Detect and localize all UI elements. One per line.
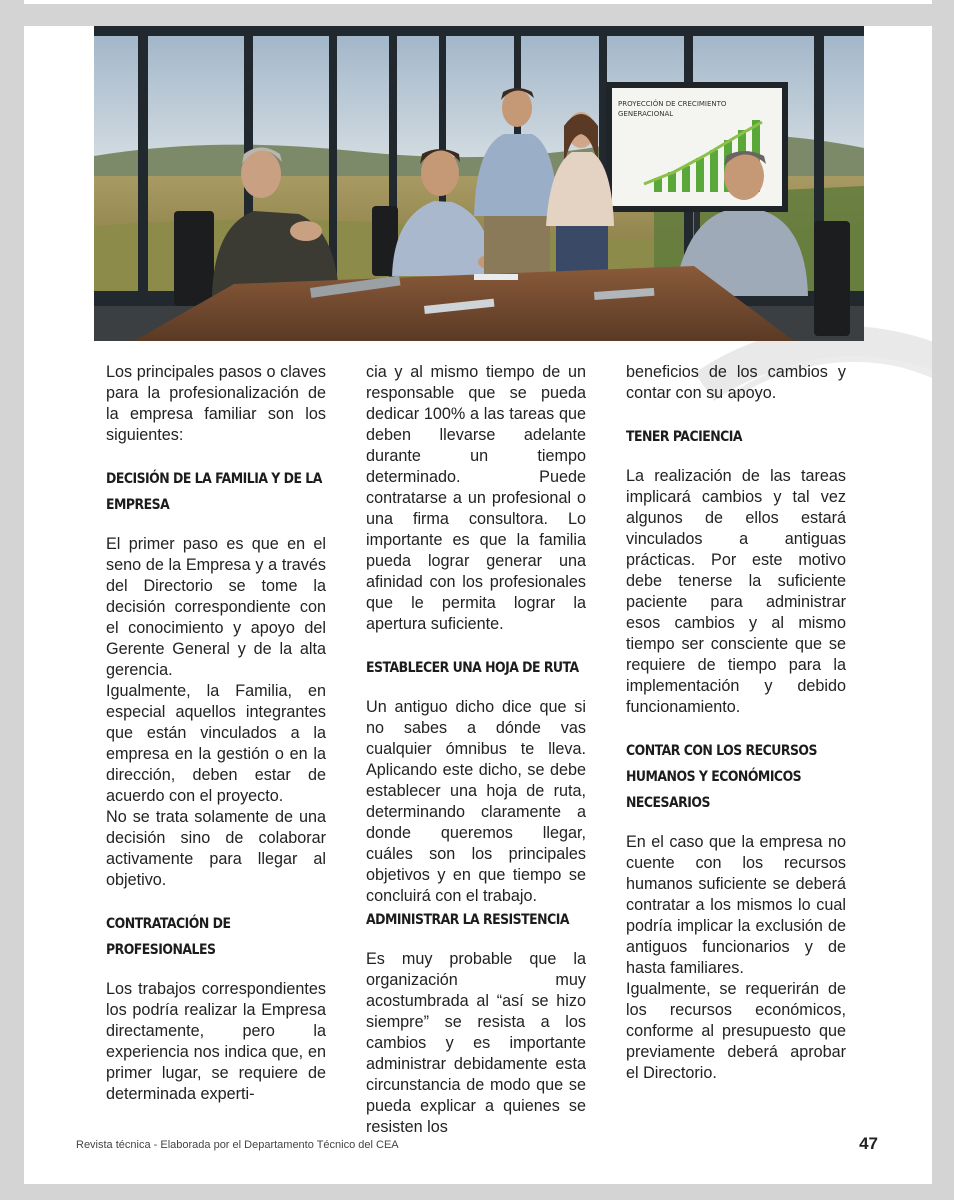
paragraph: La realización de las tareas implicará cambios y tal vez algunos de ellos estará vinculados a antiguas prácticas. Por este motivo debe tenerse la suficiente paciente para administrar esos cambios y al mismo tiempo ser consciente que se requiere de tiempo para la implementación y debido funcionamiento.	[626, 467, 846, 716]
text-column-1	[106, 362, 326, 1105]
meeting-photo	[94, 26, 864, 341]
screen-chart-title: PROYECCIÓN DE CRECIMIENTO	[618, 100, 727, 108]
magazine-page	[24, 26, 932, 1184]
intro-paragraph: Los principales pasos o claves para la profesionalización de la empresa familiar son los siguientes:	[106, 363, 326, 444]
heading-hoja-de-ruta: ESTABLECER UNA HOJA DE RUTA	[366, 660, 579, 676]
paragraph: cia y al mismo tiempo de un responsable que se pueda dedicar 100% a las tareas que deben llevarse adelante durante un tiempo determinado. Puede contratarse a un profesional o una firma consultora. Lo importante es que la familia pueda lograr generar una afinidad con los profesionales que le permita lograr la apertura suficiente.	[366, 363, 586, 633]
paragraph: beneficios de los cambios y contar con su apoyo.	[626, 363, 846, 402]
paragraph: Es muy probable que la organización muy acostumbrada al “así se hizo siempre” se resista a los cambios y es importante administrar debidamente esta circunstancia de modo que se pueda explicar a quienes se resisten los	[366, 950, 586, 1136]
heading-decision: DECISIÓN DE LA FAMILIA Y DE LA EMPRESA	[106, 471, 322, 513]
paragraph: Los trabajos correspondientes los podría realizar la Empresa directamente, pero la experiencia nos indica que, en primer lugar, se requiere de determinada experti-	[106, 980, 326, 1103]
heading-paciencia: TENER PACIENCIA	[626, 429, 743, 445]
paragraph: Igualmente, se requerirán de los recursos económicos, conforme al presupuesto que previamente deberá aprobar el Directorio.	[626, 980, 846, 1082]
page-number: 47	[859, 1134, 878, 1153]
heading-resistencia: ADMINISTRAR LA RESISTENCIA	[366, 912, 569, 928]
text-column-2	[366, 362, 586, 1138]
paragraph: Igualmente, la Familia, en especial aquellos integrantes que están vinculados a la empresa en la gestión o en la dirección, deben estar de acuerdo con el proyecto.	[106, 682, 326, 805]
paragraph: No se trata solamente de una decisión sino de colaborar activamente para llegar al objetivo.	[106, 808, 326, 889]
top-strip	[24, 0, 932, 4]
text-column-3	[626, 362, 846, 1084]
heading-contratacion: CONTRATACIÓN DE PROFESIONALES	[106, 916, 231, 958]
footer-text: Revista técnica - Elaborada por el Departamento Técnico del CEA	[76, 1139, 399, 1151]
svg-text:GENERACIONAL: GENERACIONAL	[618, 110, 674, 118]
paragraph: El primer paso es que en el seno de la Empresa y a través del Directorio se tome la decisión correspondiente con el conocimiento y apoyo del Gerente General y de la alta gerencia.	[106, 535, 326, 679]
paragraph: Un antiguo dicho dice que si no sabes a dónde vas cualquier ómnibus te lleva. Aplicando este dicho, se debe establecer una hoja de ruta, determinando claramente a donde queremos llegar, cuáles son los principales objetivos y en que tiempo se concluirá con el trabajo.	[366, 698, 586, 905]
paragraph: En el caso que la empresa no cuente con los recursos humanos suficiente se deberá contratar a los mismos lo cual podría implicar la exclusión de antiguos funcionarios y de hasta familiares.	[626, 833, 846, 977]
heading-recursos: CONTAR CON LOS RECURSOS HUMANOS Y ECONÓMICOS NECESARIOS	[626, 743, 817, 811]
